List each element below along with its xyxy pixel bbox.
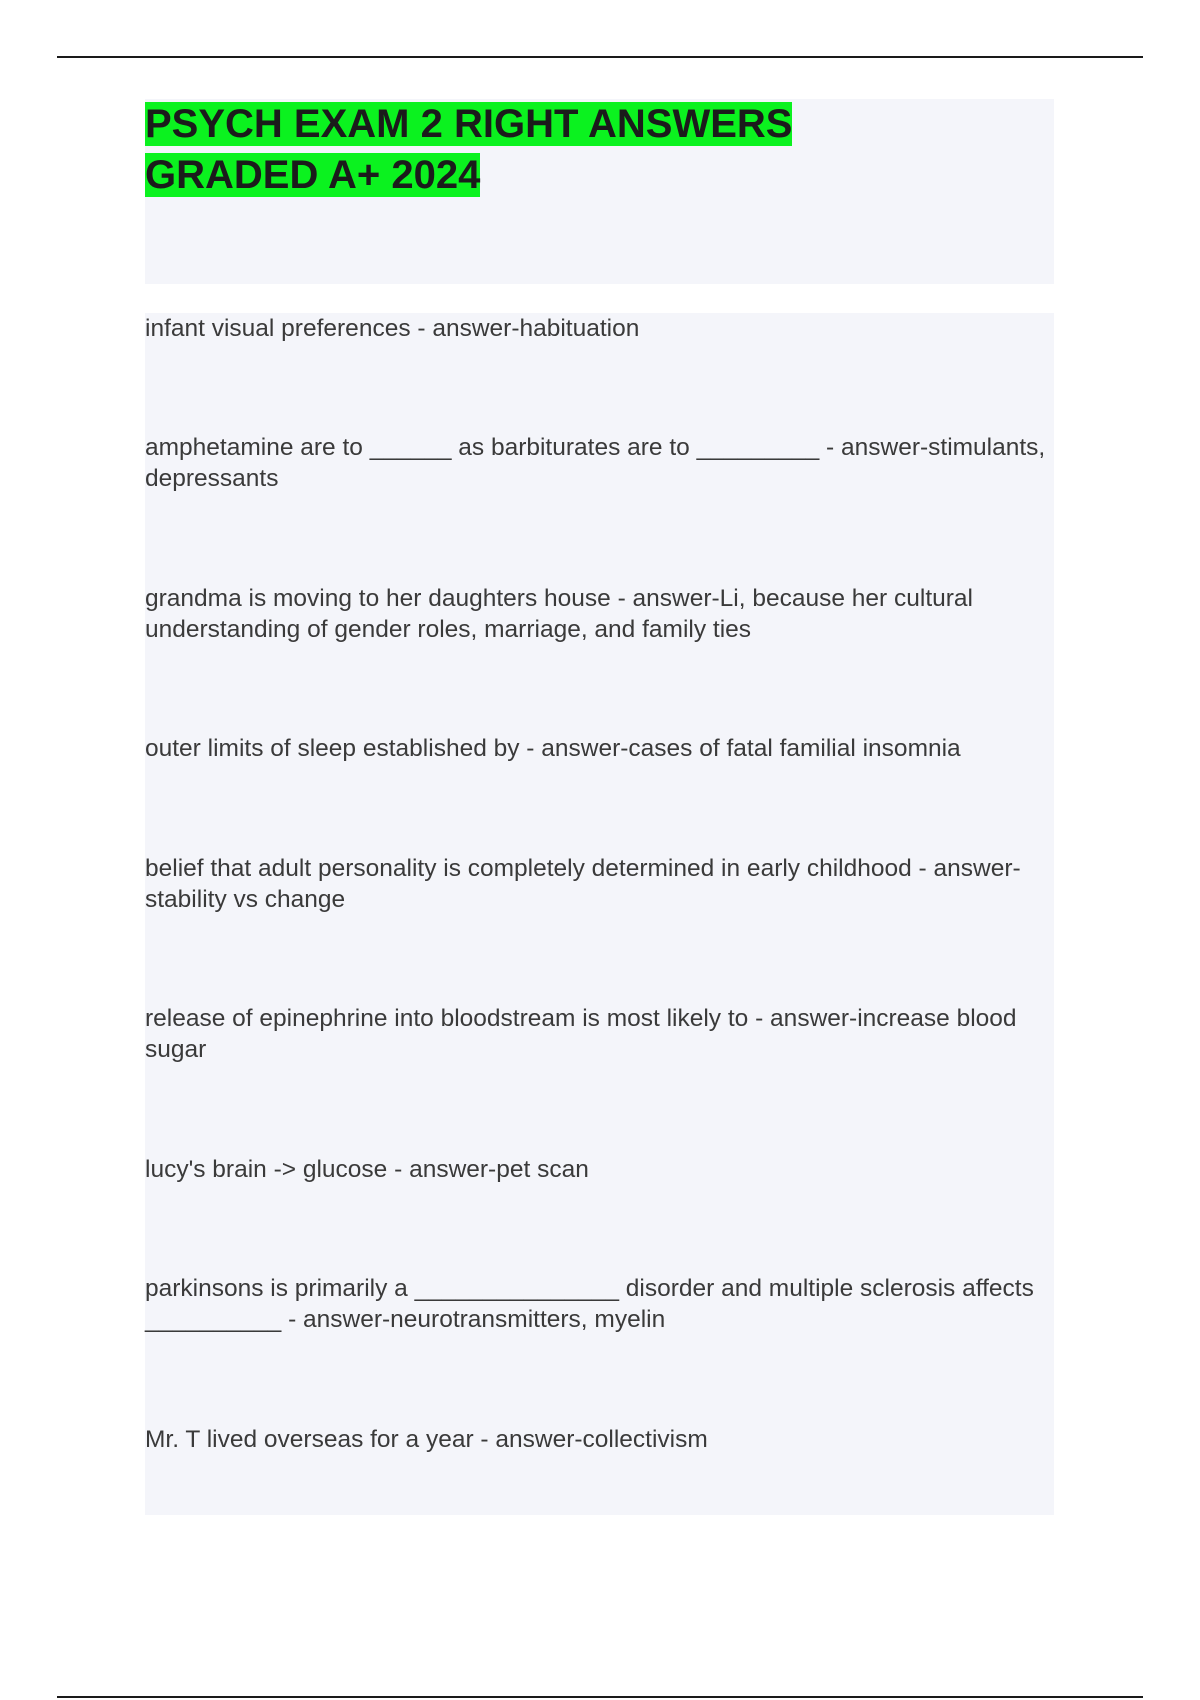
bottom-rule	[57, 1696, 1143, 1698]
document-title	[145, 99, 905, 201]
qa-item: Mr. T lived overseas for a year - answer-collectivism	[145, 1426, 708, 1453]
qa-item: grandma is moving to her daughters house - answer-Li, because her cultural understanding of gender roles, marriage, and family ties	[145, 585, 973, 643]
qa-item: infant visual preferences - answer-habituation	[145, 315, 640, 342]
qa-item: belief that adult personality is completely determined in early childhood - answer-stability vs change	[145, 855, 1021, 913]
qa-item: release of epinephrine into bloodstream is most likely to - answer-increase blood sugar	[145, 1005, 1017, 1063]
title-highlight: PSYCH EXAM 2 RIGHT ANSWERS GRADED A+ 2024	[145, 102, 793, 197]
qa-item: amphetamine are to ______ as barbiturates are to _________ - answer-stimulants, depressants	[145, 434, 1046, 492]
qa-item: parkinsons is primarily a _______________ disorder and multiple sclerosis affects __________ - answer-neurotransmitters, myelin	[145, 1275, 1034, 1333]
qa-item: outer limits of sleep established by - answer-cases of fatal familial insomnia	[145, 735, 961, 762]
qa-item: lucy's brain -> glucose - answer-pet scan	[145, 1156, 589, 1183]
title-block	[145, 99, 1054, 284]
qa-list	[145, 313, 1054, 1515]
top-rule	[57, 56, 1143, 58]
